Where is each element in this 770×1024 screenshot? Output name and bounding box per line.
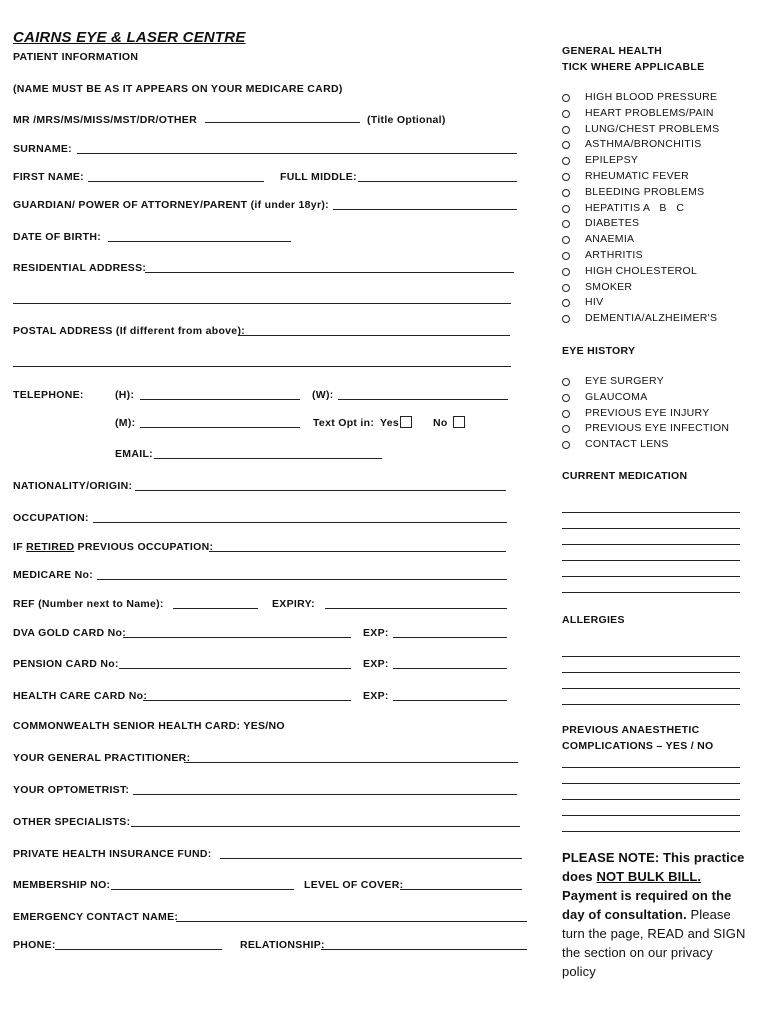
eye-history-option-label: GLAUCOMA	[585, 390, 648, 403]
dva-exp-field[interactable]	[393, 637, 507, 638]
surname-label: SURNAME:	[13, 143, 72, 155]
title-label: MR /MRS/MS/MISS/MST/DR/OTHER	[13, 114, 197, 126]
health-option-label: BLEEDING PROBLEMS	[585, 185, 705, 198]
work-phone-label: (W):	[312, 389, 334, 401]
insurance-field[interactable]	[220, 858, 522, 859]
anaesthetic-line[interactable]	[562, 767, 740, 768]
radio-circle-icon[interactable]	[562, 94, 570, 102]
radio-circle-icon[interactable]	[562, 284, 570, 292]
optometrist-label: YOUR OPTOMETRIST:	[13, 784, 130, 796]
notice-line-4	[562, 905, 752, 924]
medicare-field[interactable]	[97, 579, 507, 580]
notice-line-1: PLEASE NOTE: This practice	[562, 850, 745, 865]
residential-label: RESIDENTIAL ADDRESS:	[13, 262, 147, 274]
text-opt-yes-label: Yes	[380, 417, 400, 429]
health-option-label: HIV	[585, 296, 604, 309]
allergies-line[interactable]	[562, 688, 740, 689]
dva-exp-label: EXP:	[363, 627, 389, 639]
radio-circle-icon[interactable]	[562, 205, 570, 213]
title-field[interactable]	[205, 122, 360, 123]
radio-circle-icon[interactable]	[562, 110, 570, 118]
nationality-label: NATIONALITY/ORIGIN:	[13, 480, 133, 492]
anaesthetic-heading-2: COMPLICATIONS – YES / NO	[562, 740, 714, 752]
residential-field-1[interactable]	[145, 272, 514, 273]
middle-name-label: FULL MIDDLE:	[280, 171, 357, 183]
health-option-label: RHEUMATIC FEVER	[585, 169, 690, 182]
page-title: CAIRNS EYE & LASER CENTRE	[13, 29, 246, 46]
radio-circle-icon[interactable]	[562, 268, 570, 276]
eye-history-option-label: CONTACT LENS	[585, 438, 669, 451]
text-opt-yes-checkbox[interactable]	[400, 416, 412, 428]
title-optional-label: (Title Optional)	[367, 114, 446, 126]
notice-day-of-consultation: day of consultation.	[562, 907, 687, 922]
eye-history-option-label: PREVIOUS EYE INFECTION	[585, 422, 730, 435]
anaesthetic-line[interactable]	[562, 783, 740, 784]
notice-not-bulk-bill: NOT BULK BILL.	[596, 869, 702, 884]
medication-line[interactable]	[562, 560, 740, 561]
guardian-field[interactable]	[333, 209, 517, 210]
membership-field[interactable]	[111, 889, 294, 890]
level-of-cover-field[interactable]	[400, 889, 522, 890]
health-option-label: EPILEPSY	[585, 154, 639, 167]
health-care-label: HEALTH CARE CARD No:	[13, 690, 148, 702]
first-name-field[interactable]	[88, 181, 264, 182]
anaesthetic-line[interactable]	[562, 799, 740, 800]
allergies-line[interactable]	[562, 672, 740, 673]
dob-field[interactable]	[108, 241, 291, 242]
notice-line-3: Payment is required on the	[562, 888, 732, 903]
pension-field[interactable]	[119, 668, 351, 669]
retired-occupation-field[interactable]	[209, 551, 506, 552]
level-of-cover-label: LEVEL OF COVER:	[304, 879, 404, 891]
gp-field[interactable]	[184, 762, 518, 763]
text-opt-in-label: Text Opt in:	[313, 417, 375, 429]
anaesthetic-line[interactable]	[562, 831, 740, 832]
health-care-field[interactable]	[143, 700, 351, 701]
allergies-line[interactable]	[562, 704, 740, 705]
email-label: EMAIL:	[115, 448, 153, 460]
postal-label: POSTAL ADDRESS (If different from above):	[13, 325, 246, 337]
dva-field[interactable]	[123, 637, 351, 638]
residential-field-2[interactable]	[13, 303, 511, 304]
eye-history-option-label: EYE SURGERY	[585, 375, 664, 387]
text-opt-no-label: No	[433, 417, 448, 429]
home-phone-field[interactable]	[140, 399, 300, 400]
anaesthetic-heading-1: PREVIOUS ANAESTHETIC	[562, 724, 700, 736]
radio-circle-icon[interactable]	[562, 220, 570, 228]
billing-notice	[562, 848, 752, 981]
radio-circle-icon[interactable]	[562, 252, 570, 260]
pension-exp-field[interactable]	[393, 668, 507, 669]
radio-circle-icon[interactable]	[562, 315, 570, 323]
relationship-field[interactable]	[321, 949, 527, 950]
pension-label: PENSION CARD No:	[13, 658, 119, 670]
health-option-label: ASTHMA/BRONCHITIS	[585, 138, 702, 151]
medication-line[interactable]	[562, 576, 740, 577]
mobile-label: (M):	[115, 417, 136, 429]
radio-circle-icon[interactable]	[562, 126, 570, 134]
postal-field-2[interactable]	[13, 366, 511, 367]
tick-instruction: TICK WHERE APPLICABLE	[562, 61, 705, 73]
medication-line[interactable]	[562, 592, 740, 593]
optometrist-field[interactable]	[133, 794, 517, 795]
notice-line-5: turn the page, READ and SIGN	[562, 926, 746, 941]
medication-line[interactable]	[562, 544, 740, 545]
radio-circle-icon[interactable]	[562, 410, 570, 418]
work-phone-field[interactable]	[338, 399, 508, 400]
radio-circle-icon[interactable]	[562, 394, 570, 402]
email-field[interactable]	[154, 458, 382, 459]
dob-label: DATE OF BIRTH:	[13, 231, 101, 243]
notice-line-6: the section on our privacy	[562, 945, 713, 960]
pension-exp-label: EXP:	[363, 658, 389, 670]
middle-name-field[interactable]	[358, 181, 517, 182]
allergies-heading: ALLERGIES	[562, 614, 625, 626]
expiry-field[interactable]	[325, 608, 507, 609]
allergies-line[interactable]	[562, 656, 740, 657]
nationality-field[interactable]	[135, 490, 506, 491]
radio-circle-icon[interactable]	[562, 173, 570, 181]
expiry-label: EXPIRY:	[272, 598, 315, 610]
retired-suffix: PREVIOUS OCCUPATION:	[74, 541, 214, 553]
medication-line[interactable]	[562, 528, 740, 529]
anaesthetic-line[interactable]	[562, 815, 740, 816]
health-care-exp-label: EXP:	[363, 690, 389, 702]
emergency-contact-label: EMERGENCY CONTACT NAME:	[13, 911, 179, 923]
name-instruction: (NAME MUST BE AS IT APPEARS ON YOUR MEDICARE CARD)	[13, 83, 343, 95]
specialists-field[interactable]	[131, 826, 520, 827]
relationship-label: RELATIONSHIP:	[240, 939, 325, 951]
health-option-label: SMOKER	[585, 280, 633, 293]
notice-please: Please	[686, 907, 731, 922]
radio-circle-icon[interactable]	[562, 236, 570, 244]
medicare-label: MEDICARE No:	[13, 569, 94, 581]
home-phone-label: (H):	[115, 389, 135, 401]
medication-line[interactable]	[562, 512, 740, 513]
retired-occupation-label	[13, 541, 213, 553]
notice-line-2	[562, 867, 752, 886]
emergency-phone-field[interactable]	[55, 949, 222, 950]
emergency-phone-label: PHONE:	[13, 939, 56, 951]
text-opt-no-checkbox[interactable]	[453, 416, 465, 428]
form-subtitle: PATIENT INFORMATION	[13, 51, 139, 63]
postal-field-1[interactable]	[238, 335, 510, 336]
current-medication-heading: CURRENT MEDICATION	[562, 470, 688, 482]
eye-history-option-label: PREVIOUS EYE INJURY	[585, 406, 710, 419]
mobile-field[interactable]	[140, 427, 300, 428]
radio-circle-icon[interactable]	[562, 299, 570, 307]
health-option-label: ARTHRITIS	[585, 248, 643, 261]
occupation-field[interactable]	[93, 522, 507, 523]
specialists-label: OTHER SPECIALISTS:	[13, 816, 131, 828]
insurance-label: PRIVATE HEALTH INSURANCE FUND:	[13, 848, 212, 860]
health-option-label: ANAEMIA	[585, 233, 635, 246]
telephone-label: TELEPHONE:	[13, 389, 84, 401]
guardian-label: GUARDIAN/ POWER OF ATTORNEY/PARENT (if under 18yr):	[13, 199, 329, 211]
radio-circle-icon[interactable]	[562, 378, 570, 386]
health-option-label: HEART PROBLEMS/PAIN	[585, 106, 714, 119]
gp-label: YOUR GENERAL PRACTITIONER:	[13, 752, 191, 764]
radio-circle-icon[interactable]	[562, 141, 570, 149]
ref-label: REF (Number next to Name):	[13, 598, 164, 610]
notice-line-7: policy	[562, 964, 596, 979]
radio-circle-icon[interactable]	[562, 157, 570, 165]
commonwealth-label: COMMONWEALTH SENIOR HEALTH CARD: YES/NO	[13, 720, 285, 732]
health-option-label: HEPATITIS A B C	[585, 201, 685, 214]
eye-history-heading: EYE HISTORY	[562, 345, 636, 357]
occupation-label: OCCUPATION:	[13, 512, 89, 524]
radio-circle-icon[interactable]	[562, 189, 570, 197]
health-care-exp-field[interactable]	[393, 700, 507, 701]
retired-prefix: IF	[13, 541, 27, 553]
health-option-label: HIGH CHOLESTEROL	[585, 264, 698, 277]
membership-label: MEMBERSHIP NO:	[13, 879, 111, 891]
notice-does: does	[562, 869, 597, 884]
surname-field[interactable]	[77, 153, 517, 154]
dva-label: DVA GOLD CARD No:	[13, 627, 127, 639]
health-option-label: DIABETES	[585, 217, 640, 230]
radio-circle-icon[interactable]	[562, 441, 570, 449]
health-option-label: HIGH BLOOD PRESSURE	[585, 91, 718, 103]
radio-circle-icon[interactable]	[562, 425, 570, 433]
health-option-label: LUNG/CHEST PROBLEMS	[585, 122, 720, 135]
ref-field[interactable]	[173, 608, 258, 609]
first-name-label: FIRST NAME:	[13, 171, 84, 183]
general-health-heading: GENERAL HEALTH	[562, 45, 663, 57]
health-option-label: DEMENTIA/ALZHEIMER'S	[585, 312, 718, 325]
retired-word: RETIRED	[26, 541, 75, 553]
emergency-contact-field[interactable]	[176, 921, 527, 922]
